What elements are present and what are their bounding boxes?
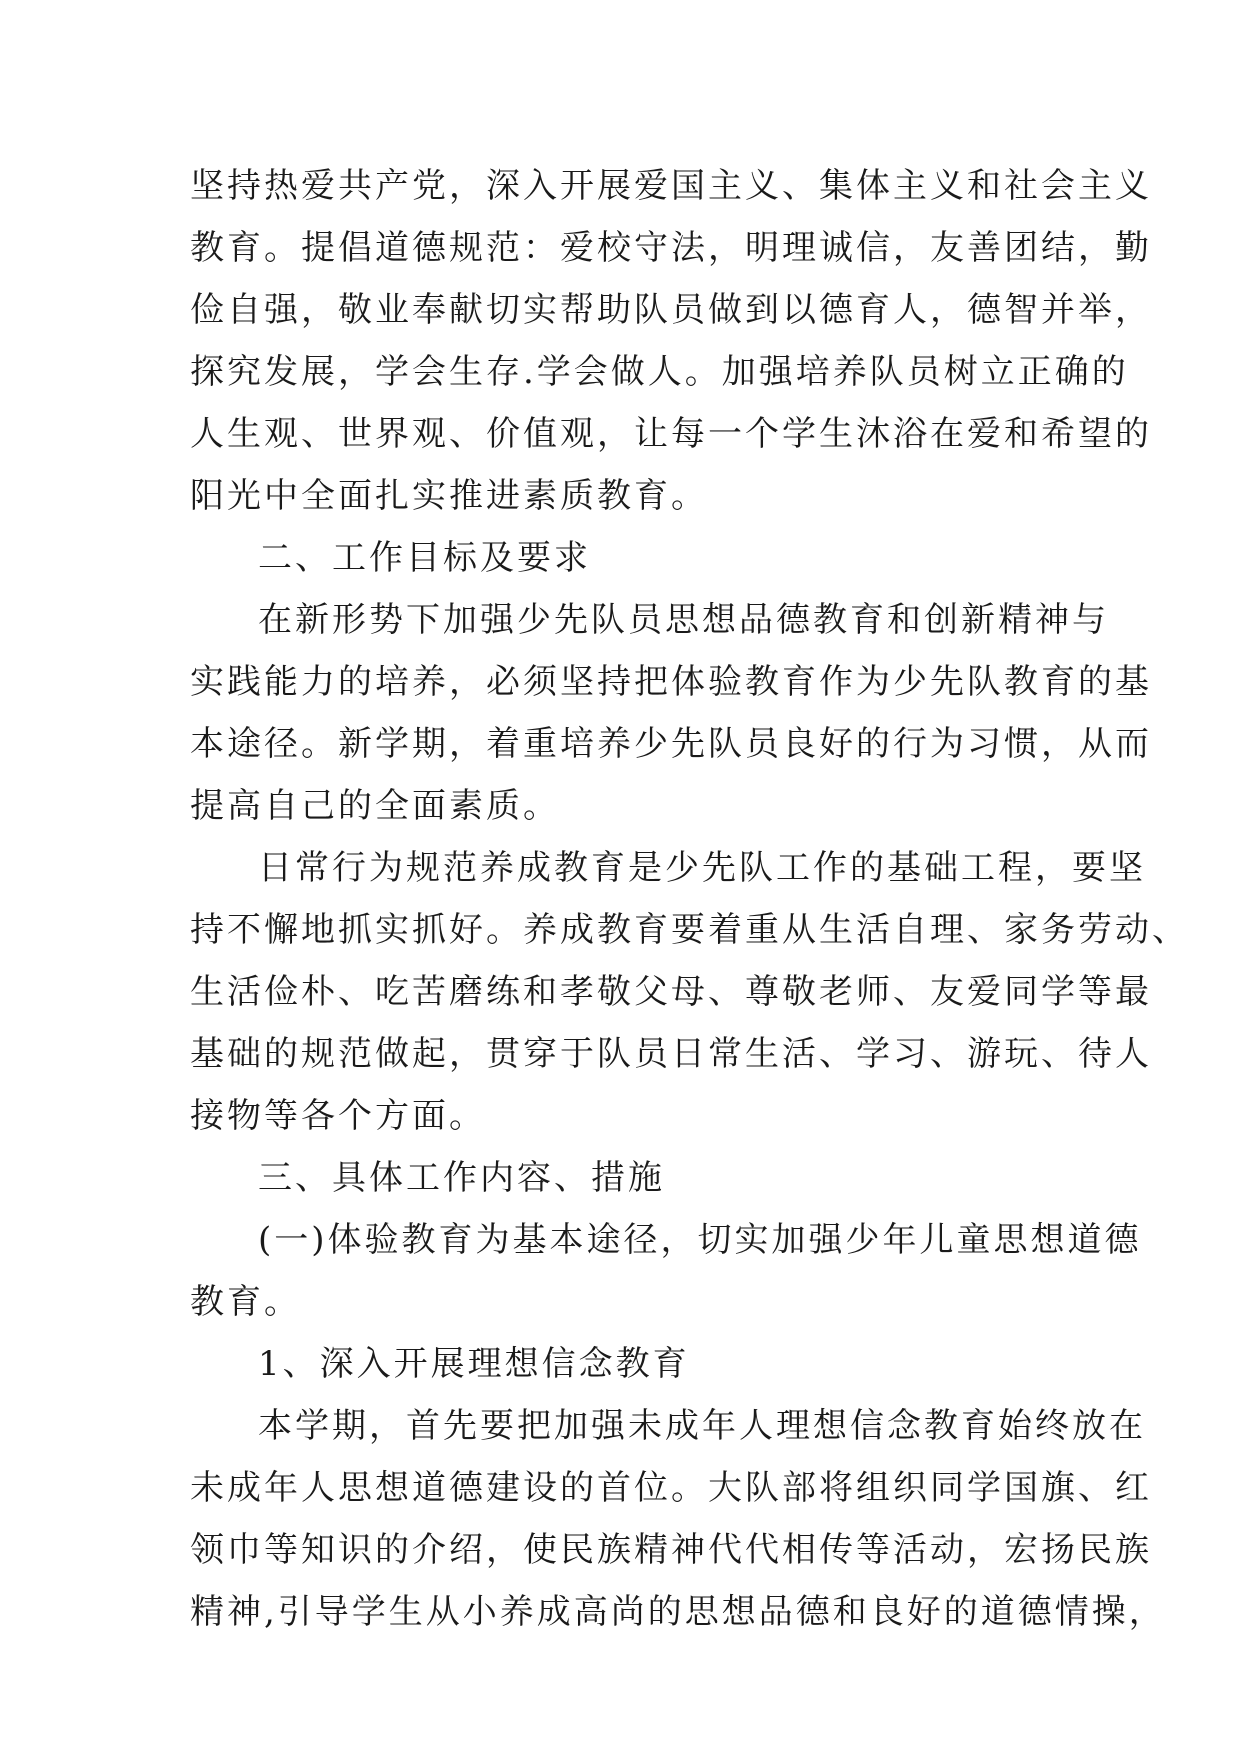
text-line: 阳光中全面扎实推进素质教育。 <box>190 476 708 516</box>
subsection-heading: (一)体验教育为基本途径，切实加强少年儿童思想道德 <box>258 1220 1142 1260</box>
text-line: 精神,引导学生从小养成高尚的思想品德和良好的道德情操， <box>190 1592 1166 1632</box>
text-line: 坚持热爱共产党，深入开展爱国主义、集体主义和社会主义 <box>190 166 1152 206</box>
text-line: 教育。提倡道德规范：爱校守法，明理诚信，友善团结，勤 <box>190 228 1152 268</box>
text-line: 生活俭朴、吃苦磨练和孝敬父母、尊敬老师、友爱同学等最 <box>190 972 1152 1012</box>
text-line: 本途径。新学期，着重培养少先队员良好的行为习惯，从而 <box>190 724 1152 764</box>
text-line: 实践能力的培养，必须坚持把体验教育作为少先队教育的基 <box>190 662 1152 702</box>
text-line: 持不懈地抓实抓好。养成教育要着重从生活自理、家务劳动、 <box>190 910 1189 950</box>
text-line: 人生观、世界观、价值观，让每一个学生沐浴在爱和希望的 <box>190 414 1152 454</box>
text-line: 在新形势下加强少先队员思想品德教育和创新精神与 <box>258 600 1109 640</box>
text-line: 接物等各个方面。 <box>190 1096 486 1136</box>
text-line: 探究发展，学会生存.学会做人。加强培养队员树立正确的 <box>190 352 1129 392</box>
text-line: 未成年人思想道德建设的首位。大队部将组织同学国旗、红 <box>190 1468 1152 1508</box>
text-line: 提高自己的全面素质。 <box>190 786 560 826</box>
section-heading: 三、具体工作内容、措施 <box>258 1158 665 1198</box>
text-line: 俭自强，敬业奉献切实帮助队员做到以德育人，德智并举， <box>190 290 1152 330</box>
text-line: 日常行为规范养成教育是少先队工作的基础工程，要坚 <box>258 848 1146 888</box>
text-line: 领巾等知识的介绍，使民族精神代代相传等活动，宏扬民族 <box>190 1530 1152 1570</box>
text-line: 教育。 <box>190 1282 301 1322</box>
text-line: 基础的规范做起，贯穿于队员日常生活、学习、游玩、待人 <box>190 1034 1152 1074</box>
text-line: 本学期，首先要把加强未成年人理想信念教育始终放在 <box>258 1406 1146 1446</box>
section-heading: 二、工作目标及要求 <box>258 538 591 578</box>
item-heading: 1、深入开展理想信念教育 <box>258 1344 690 1384</box>
document-body <box>190 155 1189 1643</box>
